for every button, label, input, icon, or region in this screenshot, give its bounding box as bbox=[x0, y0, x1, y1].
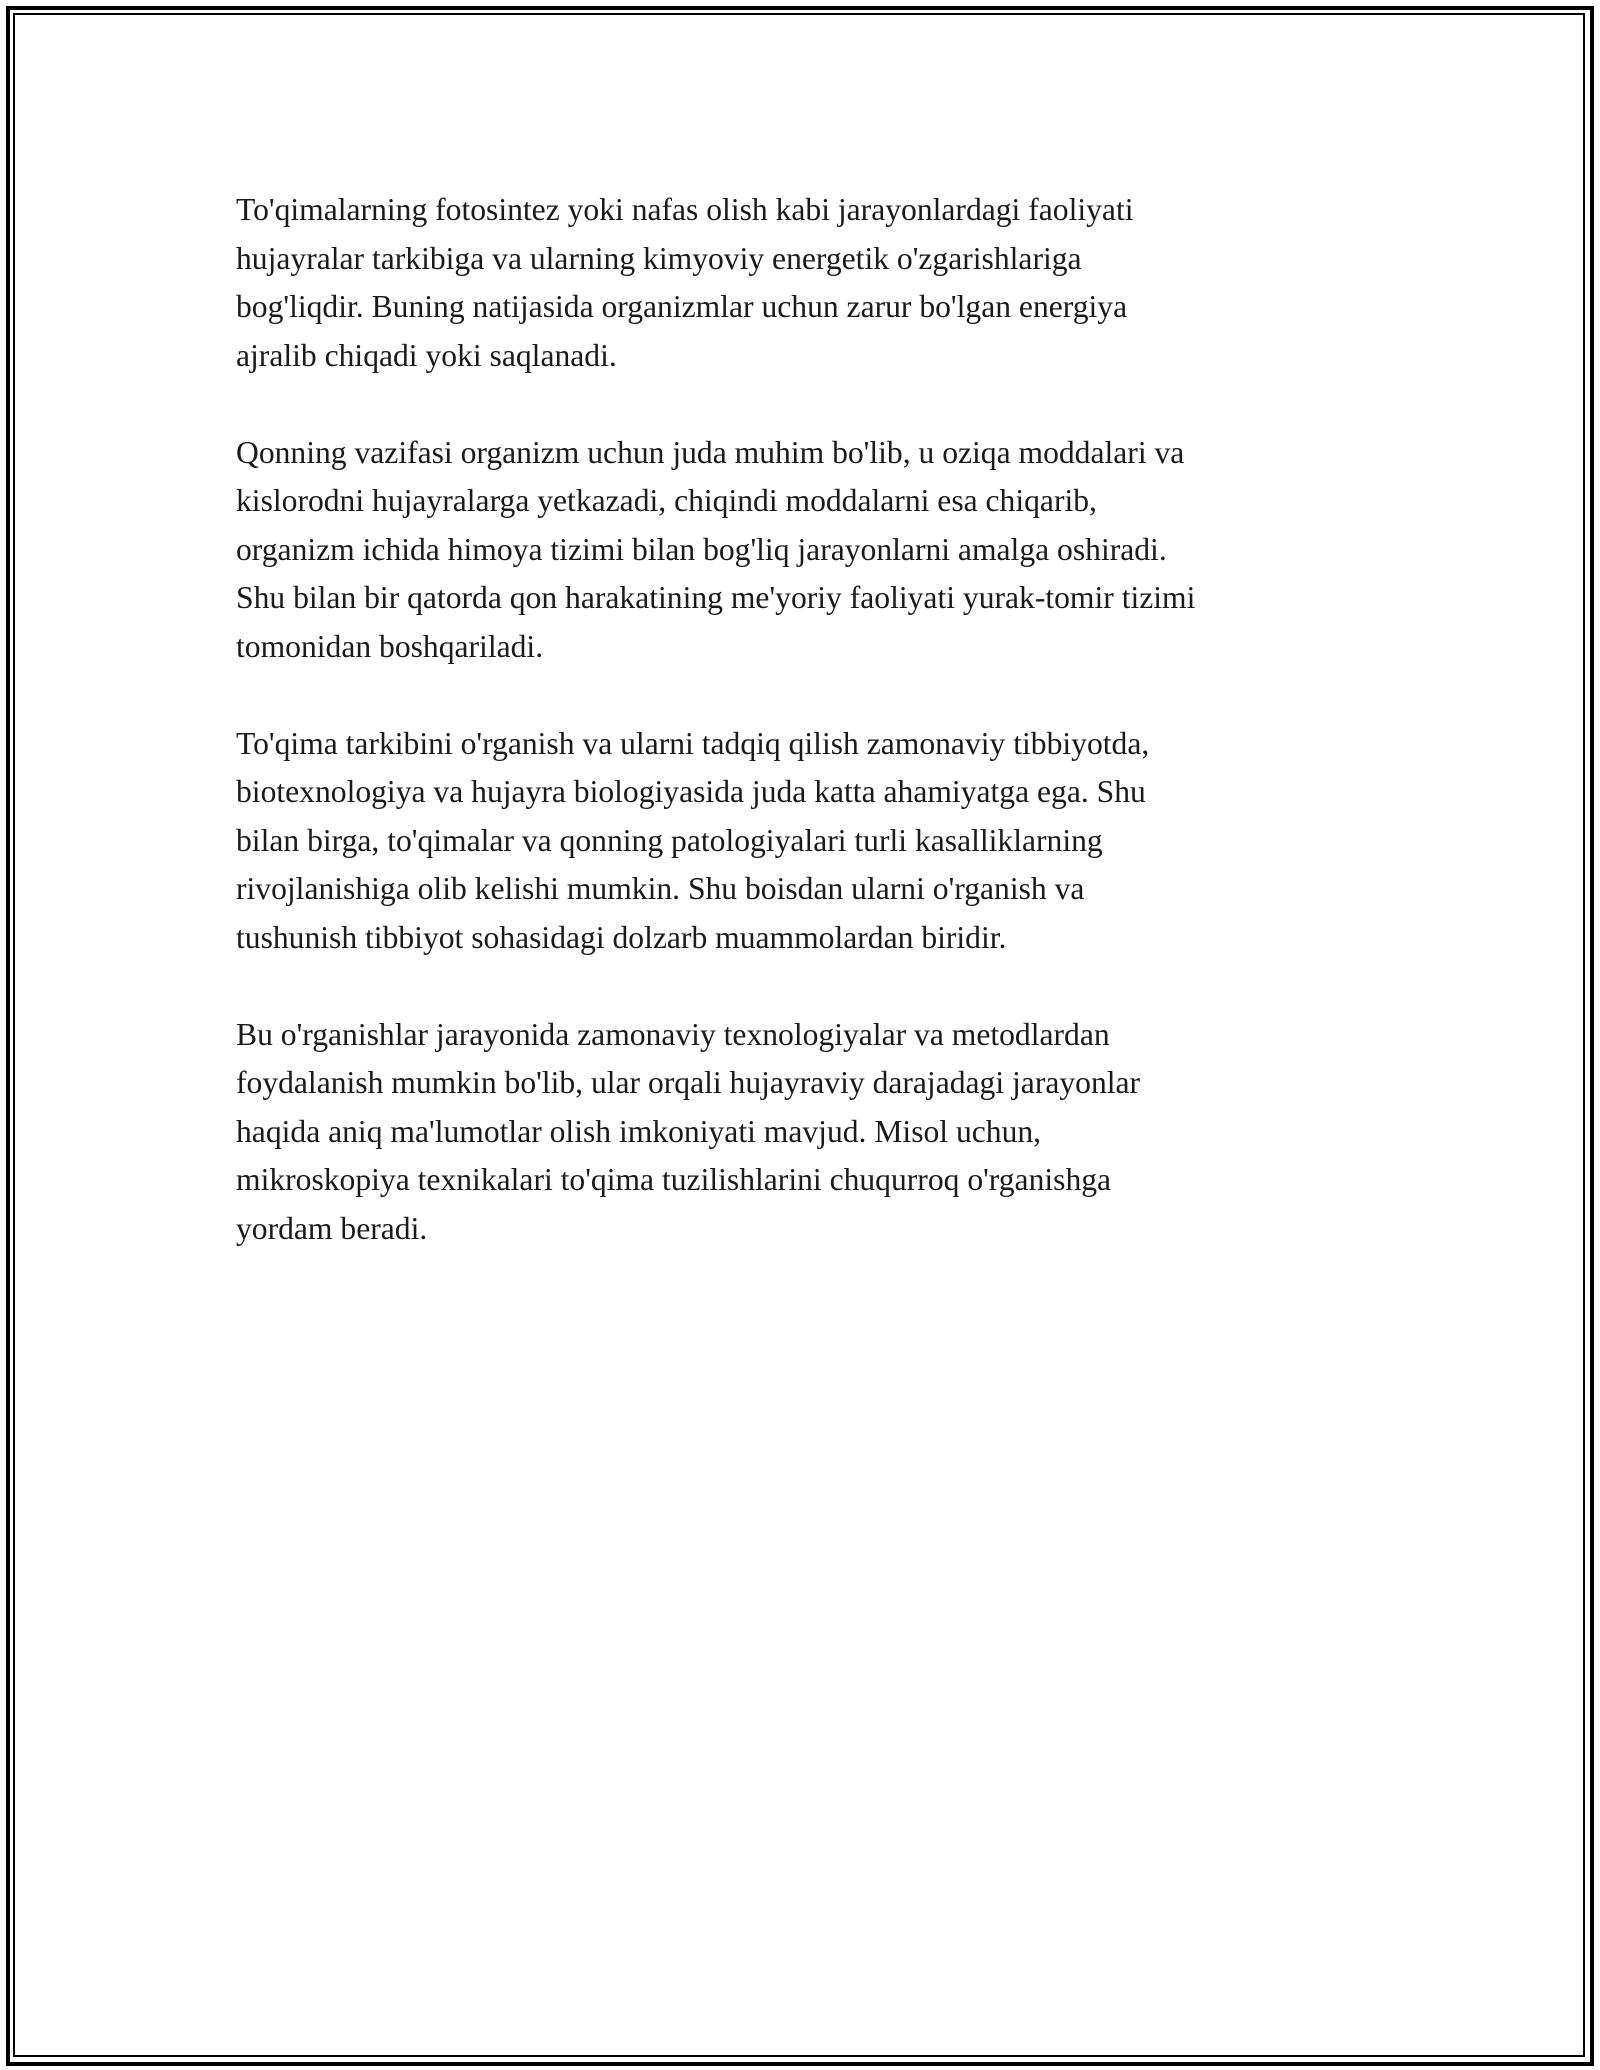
paragraph-4 bbox=[236, 1011, 1366, 1254]
text-line: kislorodni hujayralarga yetkazadi, chiqindi moddalarni esa chiqarib, bbox=[236, 483, 1097, 518]
text-line: bog'liqdir. Buning natijasida organizmlar uchun zarur bo'lgan energiya bbox=[236, 289, 1128, 324]
text-line: rivojlanishiga olib kelishi mumkin. Shu boisdan ularni o'rganish va bbox=[236, 871, 1085, 906]
text-line: haqida aniq ma'lumotlar olish imkoniyati mavjud. Misol uchun, bbox=[236, 1113, 1042, 1149]
text-line: To'qimalarning fotosintez yoki nafas olish kabi jarayonlardagi faoliyati bbox=[236, 192, 1134, 227]
text-line: mikroskopiya texnikalari to'qima tuzilishlarini chuqurroq o'rganishga bbox=[236, 1162, 1112, 1197]
text-line: ajralib chiqadi yoki saqlanadi. bbox=[236, 337, 617, 373]
text-line: biotexnologiya va hujayra biologiyasida juda katta ahamiyatga ega. Shu bbox=[236, 774, 1146, 809]
text-line: organizm ichida himoya tizimi bilan bog'liq jarayonlarni amalga oshiradi. bbox=[236, 531, 1167, 567]
text-line: tushunish tibbiyot sohasidagi dolzarb muammolardan biridir. bbox=[236, 919, 1007, 955]
text-line: Shu bilan bir qatorda qon harakatining me'yoriy faoliyati yurak-tomir tizimi bbox=[236, 580, 1196, 615]
text-line: hujayralar tarkibiga va ularning kimyoviy energetik o'zgarishlariga bbox=[236, 240, 1082, 276]
paragraph-2 bbox=[236, 429, 1366, 672]
paragraph-1 bbox=[236, 186, 1366, 380]
text-line: Qonning vazifasi organizm uchun juda muhim bo'lib, u oziqa moddalari va bbox=[236, 434, 1185, 470]
text-line: bilan birga, to'qimalar va qonning patologiyalari turli kasalliklarning bbox=[236, 822, 1103, 858]
text-line: To'qima tarkibini o'rganish va ularni tadqiq qilish zamonaviy tibbiyotda, bbox=[236, 725, 1150, 761]
paragraph-3 bbox=[236, 720, 1366, 963]
document-body bbox=[236, 186, 1366, 1302]
text-line: Bu o'rganishlar jarayonida zamonaviy texnologiyalar va metodlardan bbox=[236, 1016, 1110, 1052]
text-line: yordam beradi. bbox=[236, 1210, 428, 1246]
text-line: tomonidan boshqariladi. bbox=[236, 628, 544, 664]
text-line: foydalanish mumkin bo'lib, ular orqali hujayraviy darajadagi jarayonlar bbox=[236, 1065, 1141, 1100]
